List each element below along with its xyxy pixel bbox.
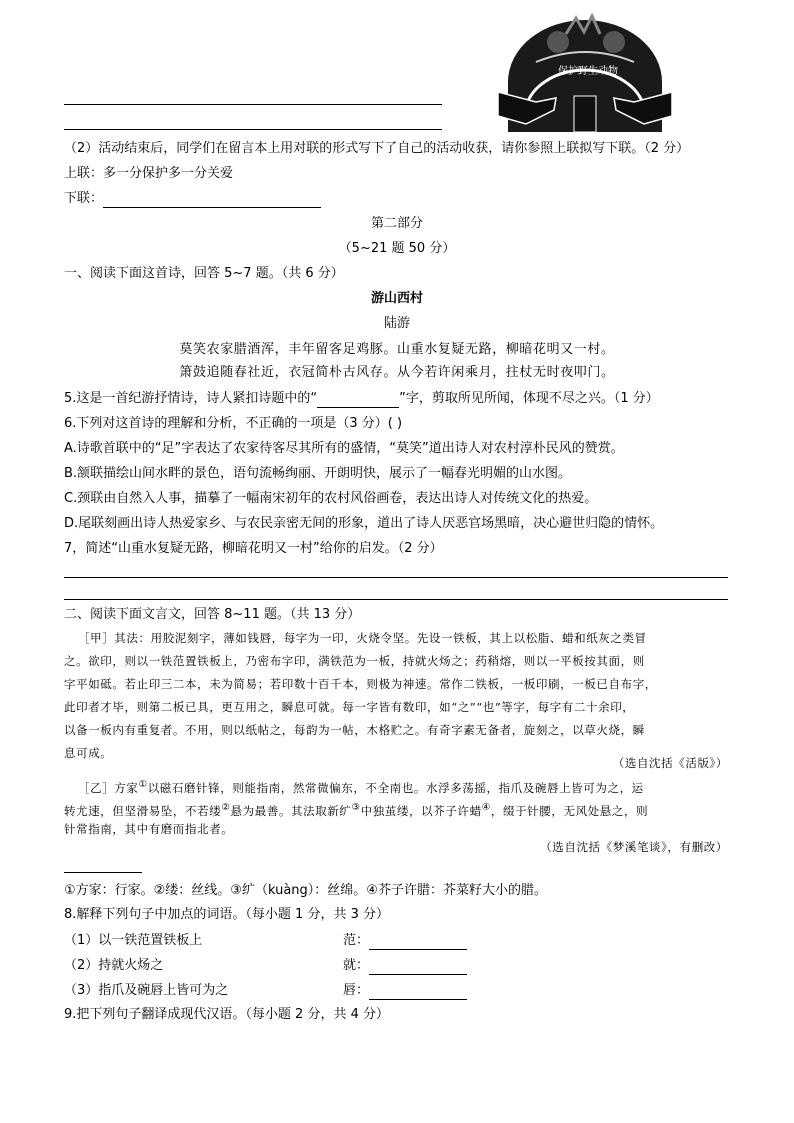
passage-jia-line: 以备一板内有重复者。不用，则以纸帖之，每韵为一帖，木格贮之。有奇字素无备者，旋刻之，以草火烧，瞬 bbox=[64, 723, 645, 737]
part-title: 第二部分 bbox=[370, 216, 423, 231]
passage-yi-line: ［乙］方家①以磁石磨针锋，则能指南，然常微偏东，不全南也。水浮多荡摇，指爪及碗唇上皆可为之，运 bbox=[78, 779, 644, 795]
section-1-heading: 一、阅读下面这首诗，回答 5~7 题。（共 6 分） bbox=[64, 266, 344, 281]
footnote-marker: ① bbox=[138, 779, 148, 790]
answer-blank[interactable] bbox=[369, 985, 467, 1000]
footnote-marker: ③ bbox=[351, 802, 361, 813]
answer-line bbox=[64, 599, 728, 600]
question-8-item-answer: 就： bbox=[343, 957, 467, 975]
question-8: 8.解释下列句子中加点的词语。（每小题 1 分，共 3 分） bbox=[64, 907, 389, 922]
passage-yi-line: 针常指南，其中有磨而指北者。 bbox=[64, 822, 234, 836]
footnote-marker: ④ bbox=[481, 802, 491, 813]
poem-line-1: 莫笑农家腊酒浑，丰年留客足鸡豚。山重水复疑无路，柳暗花明又一村。 bbox=[179, 342, 615, 357]
question-9: 9.把下列句子翻译成现代汉语。（每小题 2 分，共 4 分） bbox=[64, 1007, 389, 1022]
answer-line bbox=[64, 129, 442, 130]
option-d: D.尾联刻画出诗人热爱家乡、与农民亲密无间的形象，道出了诗人厌恶官场黑暗，决心避世归隐的情怀。 bbox=[64, 516, 664, 531]
couplet-lower-row bbox=[64, 190, 321, 208]
question-8-item-answer: 唇： bbox=[343, 982, 467, 1000]
passage-jia-line: 此印者才毕，则第二板已具，更互用之，瞬息可就。每一字皆有数印，如“之”“也”等字，每字有二十余印， bbox=[64, 700, 635, 714]
question-5 bbox=[64, 390, 659, 408]
question-8-item-answer: 范： bbox=[343, 932, 467, 950]
question-5-part-a: 5.这是一首纪游抒情诗，诗人紧扣诗题中的“ bbox=[64, 391, 318, 406]
passage-jia-line: ［甲］其法：用胶泥刻字，薄如钱唇，每字为一印，火烧令坚。先设一铁板，其上以松脂、蜡和纸灰之类冒 bbox=[78, 631, 647, 645]
question-5-part-b: ”字，剪取所见所闻，体现不尽之兴。（1 分） bbox=[399, 391, 659, 406]
couplet-upper: 上联：多一分保护多一分关爱 bbox=[64, 166, 234, 181]
passage-jia-line: 字平如砥。若止印三二本，未为简易；若印数十百千本，则极为神速。常作二铁板，一板印刷，一板已自布字， bbox=[64, 677, 657, 691]
question-5-blank[interactable] bbox=[317, 393, 399, 408]
answer-blank[interactable] bbox=[369, 960, 467, 975]
footnote-divider bbox=[64, 872, 142, 873]
option-c: C.颈联由自然入人事，描摹了一幅南宋初年的农村风俗画卷，表达出诗人对传统文化的热爱。 bbox=[64, 491, 598, 506]
wildlife-protection-emblem bbox=[496, 12, 674, 132]
poem-line-2: 箫鼓追随春社近，衣冠简朴古风存。从今若许闲乘月，拄杖无时夜叩门。 bbox=[179, 365, 615, 380]
couplet-lower-label: 下联： bbox=[64, 191, 104, 206]
emblem-caption: 保护野生动物 bbox=[558, 66, 618, 77]
question-6: 6.下列对这首诗的理解和分析，不正确的一项是（3 分）( ) bbox=[64, 416, 403, 431]
passage-jia-line: 之。欲印，则以一铁范置铁板上，乃密布字印，满铁范为一板，持就火炀之；药稍熔，则以一平板按其面，则 bbox=[64, 654, 645, 668]
footnotes: ①方家：行家。②缕：丝线。③纩（kuàng）：丝绵。④芥子许腊：芥菜籽大小的腊。 bbox=[64, 883, 547, 898]
option-b: B.颔联描绘山间水畔的景色，语句流畅绚丽、开朗明快，展示了一幅春光明媚的山水图。 bbox=[64, 466, 572, 481]
question-8-item-text: （2）持就火炀之 bbox=[64, 958, 164, 973]
passage-jia-source: （选自沈括《活版》） bbox=[612, 756, 728, 770]
part-subtitle: （5~21 题 50 分） bbox=[338, 241, 456, 256]
passage-jia-line: 息可成。 bbox=[64, 746, 113, 760]
couplet-lower-blank[interactable] bbox=[103, 193, 321, 208]
question-7: 7，简述“山重水复疑无路，柳暗花明又一村”给你的启发。（2 分） bbox=[64, 541, 443, 556]
passage-yi-line: 转尤速，但坚滑易坠，不若缕②悬为最善。其法取新纩③中独茧缕，以芥子许蜡④，缀于针腰，无风处悬之，则 bbox=[64, 802, 649, 818]
question-4-2-prompt: （2）活动结束后，同学们在留言本上用对联的形式写下了自己的活动收获，请你参照上联拟写下联。（2 分） bbox=[64, 141, 690, 156]
answer-line bbox=[64, 577, 728, 578]
question-8-item-text: （1）以一铁范置铁板上 bbox=[64, 933, 203, 948]
passage-yi-source: （选自沈括《梦溪笔谈》，有删改） bbox=[540, 840, 728, 854]
question-8-item-text: （3）指爪及碗唇上皆可为之 bbox=[64, 983, 229, 998]
option-a: A.诗歌首联中的“足”字表达了农家待客尽其所有的盛情，“莫笑”道出诗人对农村淳朴民风的赞赏。 bbox=[64, 441, 624, 456]
footnote-marker: ② bbox=[221, 802, 231, 813]
answer-line bbox=[64, 104, 442, 105]
answer-blank[interactable] bbox=[369, 935, 467, 950]
section-2-heading: 二、阅读下面文言文，回答 8~11 题。（共 13 分） bbox=[64, 607, 361, 622]
poem-author: 陆游 bbox=[383, 316, 410, 331]
poem-title: 游山西村 bbox=[370, 291, 423, 306]
